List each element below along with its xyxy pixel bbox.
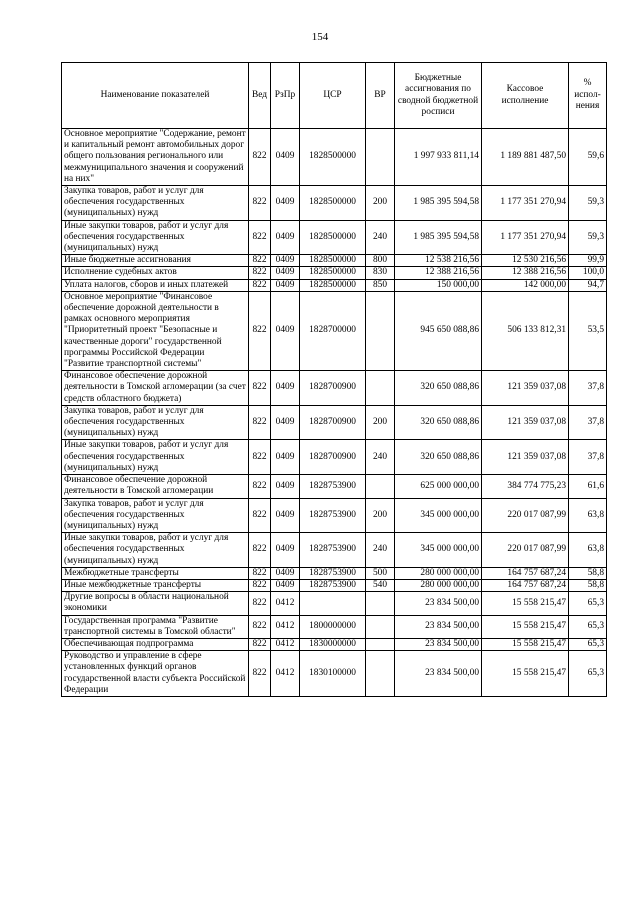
row-vr [366, 475, 395, 498]
table-row [62, 267, 607, 279]
row-ved: 822 [249, 592, 271, 615]
table-row [62, 279, 607, 291]
row-csr: 1828753900 [300, 567, 366, 579]
table-row [62, 592, 607, 615]
row-csr: 1828753900 [300, 533, 366, 568]
row-rzpr: 0409 [271, 291, 300, 370]
row-vr [366, 592, 395, 615]
row-csr: 1828753900 [300, 475, 366, 498]
header-name: Наименование показателей [62, 63, 249, 129]
row-ved: 822 [249, 255, 271, 267]
table-row [62, 567, 607, 579]
row-percent: 99,9 [569, 255, 607, 267]
header-ved: Вед [249, 63, 271, 129]
row-ved: 822 [249, 405, 271, 440]
row-percent: 37,8 [569, 405, 607, 440]
table-row [62, 371, 607, 406]
row-vr: 200 [366, 186, 395, 221]
row-name: Иные межбюджетные трансферты [62, 579, 249, 591]
header-budget: Бюджетные ассигнования по сводной бюджетной росписи [395, 63, 482, 129]
row-ved: 822 [249, 371, 271, 406]
row-budget: 12 538 216,56 [395, 255, 482, 267]
row-vr: 500 [366, 567, 395, 579]
row-percent: 59,3 [569, 220, 607, 255]
row-csr [300, 592, 366, 615]
table-row [62, 615, 607, 638]
row-cash: 12 388 216,56 [482, 267, 569, 279]
row-budget: 12 388 216,56 [395, 267, 482, 279]
row-budget: 320 650 088,86 [395, 440, 482, 475]
row-percent: 94,7 [569, 279, 607, 291]
row-cash: 1 177 351 270,94 [482, 186, 569, 221]
row-rzpr: 0409 [271, 440, 300, 475]
row-vr [366, 371, 395, 406]
row-cash: 142 000,00 [482, 279, 569, 291]
row-vr: 200 [366, 498, 395, 533]
row-cash: 1 177 351 270,94 [482, 220, 569, 255]
row-vr [366, 129, 395, 186]
row-budget: 345 000 000,00 [395, 533, 482, 568]
row-rzpr: 0409 [271, 475, 300, 498]
row-ved: 822 [249, 638, 271, 650]
row-cash: 121 359 037,08 [482, 405, 569, 440]
row-rzpr: 0409 [271, 567, 300, 579]
row-cash: 15 558 215,47 [482, 651, 569, 697]
row-name: Закупка товаров, работ и услуг для обеспечения государственных (муниципальных) нужд [62, 498, 249, 533]
row-budget: 1 985 395 594,58 [395, 186, 482, 221]
table-row [62, 291, 607, 370]
table-row [62, 533, 607, 568]
row-percent: 59,6 [569, 129, 607, 186]
row-rzpr: 0412 [271, 638, 300, 650]
header-vr: ВР [366, 63, 395, 129]
row-csr: 1828500000 [300, 267, 366, 279]
row-ved: 822 [249, 129, 271, 186]
row-csr: 1800000000 [300, 615, 366, 638]
table-row [62, 475, 607, 498]
row-name: Исполнение судебных актов [62, 267, 249, 279]
row-name: Финансовое обеспечение дорожной деятельности в Томской агломерации [62, 475, 249, 498]
row-vr [366, 291, 395, 370]
row-budget: 150 000,00 [395, 279, 482, 291]
row-rzpr: 0409 [271, 371, 300, 406]
row-csr: 1828700900 [300, 371, 366, 406]
row-rzpr: 0409 [271, 279, 300, 291]
row-csr: 1828700000 [300, 291, 366, 370]
row-percent: 53,5 [569, 291, 607, 370]
row-vr: 200 [366, 405, 395, 440]
row-vr: 850 [366, 279, 395, 291]
row-cash: 12 530 216,56 [482, 255, 569, 267]
row-budget: 345 000 000,00 [395, 498, 482, 533]
row-cash: 15 558 215,47 [482, 615, 569, 638]
row-rzpr: 0412 [271, 592, 300, 615]
row-vr: 240 [366, 220, 395, 255]
table-row [62, 498, 607, 533]
row-vr: 240 [366, 533, 395, 568]
row-ved: 822 [249, 279, 271, 291]
row-name: Основное мероприятие "Финансовое обеспечение дорожной деятельности в рамках основного мероприятия "Приоритетный проект "Безопасные и качественные дороги" государственной программы Российской Федерации "Развитие транспортной системы" [62, 291, 249, 370]
row-cash: 164 757 687,24 [482, 579, 569, 591]
table-row [62, 220, 607, 255]
row-ved: 822 [249, 533, 271, 568]
row-ved: 822 [249, 475, 271, 498]
row-csr: 1828700900 [300, 440, 366, 475]
row-ved: 822 [249, 567, 271, 579]
header-cash: Кассовое исполнение [482, 63, 569, 129]
row-vr: 540 [366, 579, 395, 591]
row-ved: 822 [249, 291, 271, 370]
row-name: Иные закупки товаров, работ и услуг для обеспечения государственных (муниципальных) нужд [62, 440, 249, 475]
row-rzpr: 0412 [271, 651, 300, 697]
row-budget: 23 834 500,00 [395, 638, 482, 650]
row-ved: 822 [249, 651, 271, 697]
row-name: Основное мероприятие "Содержание, ремонт и капитальный ремонт автомобильных дорог общего пользования регионального или межмуниципального значения и сооружений на них" [62, 129, 249, 186]
row-name: Закупка товаров, работ и услуг для обеспечения государственных (муниципальных) нужд [62, 405, 249, 440]
row-csr: 1828753900 [300, 579, 366, 591]
row-name: Другие вопросы в области национальной экономики [62, 592, 249, 615]
row-vr [366, 651, 395, 697]
row-budget: 945 650 088,86 [395, 291, 482, 370]
table-row [62, 440, 607, 475]
row-budget: 320 650 088,86 [395, 371, 482, 406]
row-percent: 100,0 [569, 267, 607, 279]
row-vr: 800 [366, 255, 395, 267]
row-percent: 65,3 [569, 615, 607, 638]
row-cash: 15 558 215,47 [482, 592, 569, 615]
row-name: Уплата налогов, сборов и иных платежей [62, 279, 249, 291]
row-rzpr: 0409 [271, 267, 300, 279]
row-ved: 822 [249, 267, 271, 279]
row-ved: 822 [249, 498, 271, 533]
row-ved: 822 [249, 579, 271, 591]
row-csr: 1828500000 [300, 129, 366, 186]
row-csr: 1830000000 [300, 638, 366, 650]
row-percent: 63,8 [569, 533, 607, 568]
row-vr: 830 [366, 267, 395, 279]
header-rzpr: РзПр [271, 63, 300, 129]
row-ved: 822 [249, 440, 271, 475]
header-csr: ЦСР [300, 63, 366, 129]
row-budget: 1 997 933 811,14 [395, 129, 482, 186]
row-name: Финансовое обеспечение дорожной деятельности в Томской агломерации (за счет средств областного бюджета) [62, 371, 249, 406]
row-csr: 1828500000 [300, 186, 366, 221]
row-csr: 1828500000 [300, 279, 366, 291]
row-percent: 59,3 [569, 186, 607, 221]
row-percent: 63,8 [569, 498, 607, 533]
row-cash: 121 359 037,08 [482, 371, 569, 406]
row-name: Государственная программа "Развитие транспортной системы в Томской области" [62, 615, 249, 638]
budget-execution-table [61, 62, 607, 697]
row-name: Иные закупки товаров, работ и услуг для обеспечения государственных (муниципальных) нужд [62, 533, 249, 568]
row-name: Руководство и управление в сфере установленных функций органов государственной власти субъекта Российской Федерации [62, 651, 249, 697]
row-cash: 121 359 037,08 [482, 440, 569, 475]
row-csr: 1828500000 [300, 220, 366, 255]
row-rzpr: 0409 [271, 129, 300, 186]
table-row [62, 651, 607, 697]
row-budget: 23 834 500,00 [395, 592, 482, 615]
row-percent: 58,8 [569, 579, 607, 591]
row-rzpr: 0409 [271, 405, 300, 440]
row-cash: 220 017 087,99 [482, 498, 569, 533]
row-cash: 220 017 087,99 [482, 533, 569, 568]
row-name: Иные бюджетные ассигнования [62, 255, 249, 267]
row-percent: 65,3 [569, 638, 607, 650]
page-number: 154 [311, 31, 329, 43]
row-cash: 384 774 775,23 [482, 475, 569, 498]
row-percent: 37,8 [569, 440, 607, 475]
row-budget: 625 000 000,00 [395, 475, 482, 498]
row-percent: 61,6 [569, 475, 607, 498]
row-name: Обеспечивающая подпрограмма [62, 638, 249, 650]
row-csr: 1828753900 [300, 498, 366, 533]
row-vr [366, 615, 395, 638]
row-budget: 1 985 395 594,58 [395, 220, 482, 255]
row-rzpr: 0412 [271, 615, 300, 638]
row-budget: 280 000 000,00 [395, 579, 482, 591]
row-cash: 15 558 215,47 [482, 638, 569, 650]
row-rzpr: 0409 [271, 498, 300, 533]
row-percent: 65,3 [569, 651, 607, 697]
row-budget: 23 834 500,00 [395, 651, 482, 697]
row-budget: 280 000 000,00 [395, 567, 482, 579]
row-vr [366, 638, 395, 650]
row-percent: 37,8 [569, 371, 607, 406]
table-row [62, 405, 607, 440]
table-row [62, 255, 607, 267]
row-cash: 1 189 881 487,50 [482, 129, 569, 186]
row-name: Межбюджетные трансферты [62, 567, 249, 579]
header-percent: % испол-нения [569, 63, 607, 129]
row-ved: 822 [249, 186, 271, 221]
table-row [62, 186, 607, 221]
row-vr: 240 [366, 440, 395, 475]
row-rzpr: 0409 [271, 579, 300, 591]
row-cash: 506 133 812,31 [482, 291, 569, 370]
row-csr: 1830100000 [300, 651, 366, 697]
row-csr: 1828500000 [300, 255, 366, 267]
row-percent: 65,3 [569, 592, 607, 615]
row-rzpr: 0409 [271, 220, 300, 255]
row-name: Иные закупки товаров, работ и услуг для обеспечения государственных (муниципальных) нужд [62, 220, 249, 255]
table-row [62, 129, 607, 186]
row-budget: 23 834 500,00 [395, 615, 482, 638]
table-row [62, 638, 607, 650]
row-percent: 58,8 [569, 567, 607, 579]
row-name: Закупка товаров, работ и услуг для обеспечения государственных (муниципальных) нужд [62, 186, 249, 221]
table-header-row [62, 63, 607, 129]
row-csr: 1828700900 [300, 405, 366, 440]
row-rzpr: 0409 [271, 533, 300, 568]
row-ved: 822 [249, 220, 271, 255]
row-budget: 320 650 088,86 [395, 405, 482, 440]
table-row [62, 579, 607, 591]
row-ved: 822 [249, 615, 271, 638]
row-rzpr: 0409 [271, 255, 300, 267]
row-rzpr: 0409 [271, 186, 300, 221]
row-cash: 164 757 687,24 [482, 567, 569, 579]
